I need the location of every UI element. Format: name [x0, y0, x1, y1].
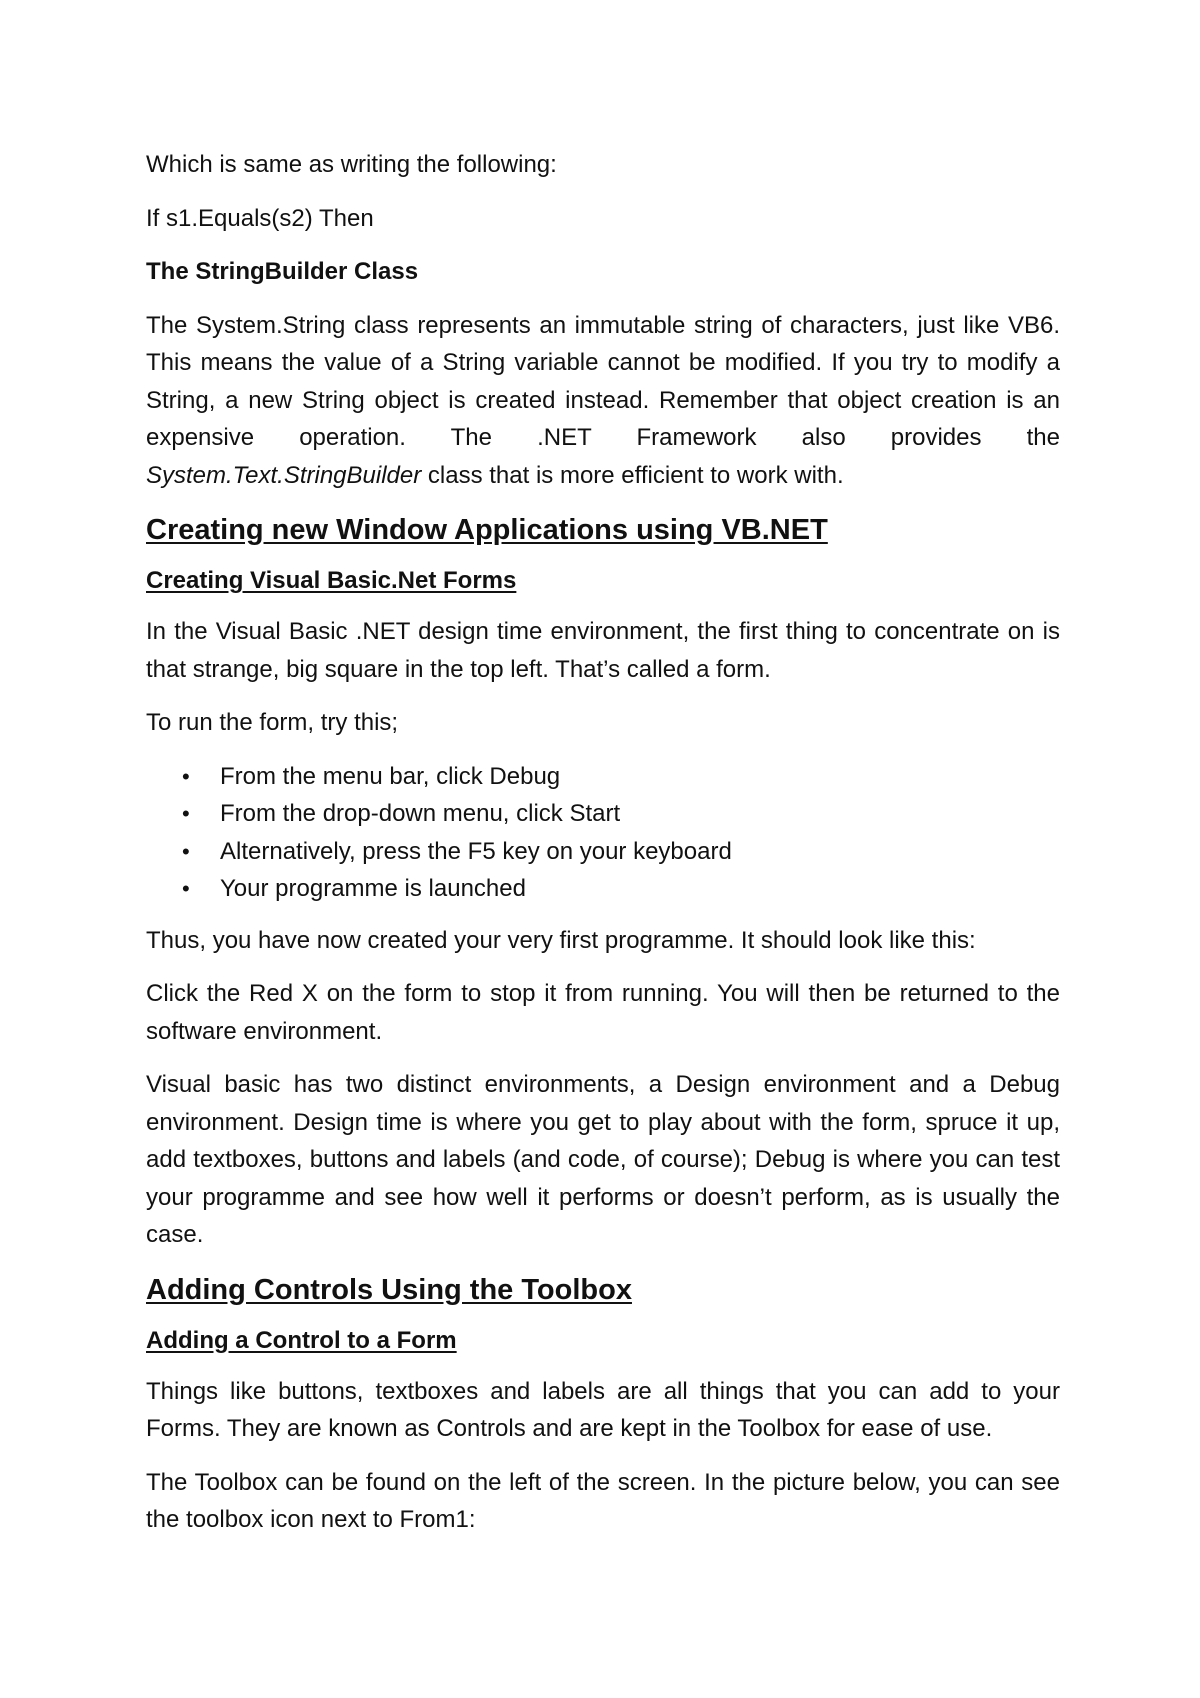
- list-item-text: From the menu bar, click Debug: [220, 762, 561, 790]
- list-item: [146, 795, 1060, 833]
- bullet-icon: •: [182, 801, 190, 826]
- paragraph-run-form: To run the form, try this;: [146, 709, 399, 736]
- bullet-icon: •: [182, 876, 190, 901]
- stringbuilder-class-name: System.Text.StringBuilder: [146, 461, 422, 489]
- bullet-icon: •: [182, 763, 190, 789]
- document-page: [146, 146, 1060, 1555]
- paragraph-controls: Things like buttons, textboxes and labels are all things that you can add to your Forms. They are known as Controls and are kept in the Toolbox for ease of use.: [146, 1377, 1060, 1442]
- paragraph-design-time: In the Visual Basic .NET design time environment, the first thing to concentrate on is that strange, big square in the top left. That’s called a form.: [146, 618, 1060, 683]
- code-line-equals: If s1.Equals(s2) Then: [146, 204, 374, 232]
- bullet-icon: •: [182, 838, 190, 864]
- paragraph-system-string: [146, 307, 1060, 495]
- paragraph-red-x: Click the Red X on the form to stop it from running. You will then be returned to the software environment.: [146, 980, 1060, 1045]
- heading-creating-window-applications: Creating new Window Applications using VB.NET: [146, 514, 828, 546]
- paragraph-system-string-end: class that is more efficient to work with.: [421, 461, 844, 489]
- run-steps-list: [146, 758, 1060, 908]
- paragraph-first-programme: Thus, you have now created your very first programme. It should look like this:: [146, 926, 976, 954]
- list-item: [146, 758, 1060, 796]
- list-item-text: Your programme is launched: [220, 875, 526, 902]
- list-item-text: Alternatively, press the F5 key on your keyboard: [220, 837, 732, 865]
- paragraph-toolbox-location: The Toolbox can be found on the left of the screen. In the picture below, you can see the toolbox icon next to From1:: [146, 1468, 1060, 1533]
- paragraph-system-string-text: The System.String class represents an immutable string of characters, just like VB6. This means the value of a String variable cannot be modified. If you try to modify a String, a new String object is created instead. Remember that object creation is an expensive operation. The .NET Framework also provides the: [146, 311, 1060, 451]
- subheading-adding-control: Adding a Control to a Form: [146, 1326, 457, 1354]
- heading-adding-controls: Adding Controls Using the Toolbox: [146, 1273, 632, 1306]
- paragraph-environments: Visual basic has two distinct environments, a Design environment and a Debug environment. Design time is where you get to play about with the form, spruce it up, add textboxes, buttons and labels (and code, of course); Debug is where you can test your programme and see how well it performs or doesn’t perform, as is usually the case.: [146, 1071, 1060, 1248]
- subheading-creating-forms: Creating Visual Basic.Net Forms: [146, 567, 517, 594]
- paragraph-same-as: Which is same as writing the following:: [146, 151, 557, 178]
- list-item-text: From the drop-down menu, click Start: [220, 800, 621, 827]
- list-item: [146, 870, 1060, 908]
- heading-stringbuilder-class: The StringBuilder Class: [146, 258, 419, 285]
- list-item: [146, 833, 1060, 871]
